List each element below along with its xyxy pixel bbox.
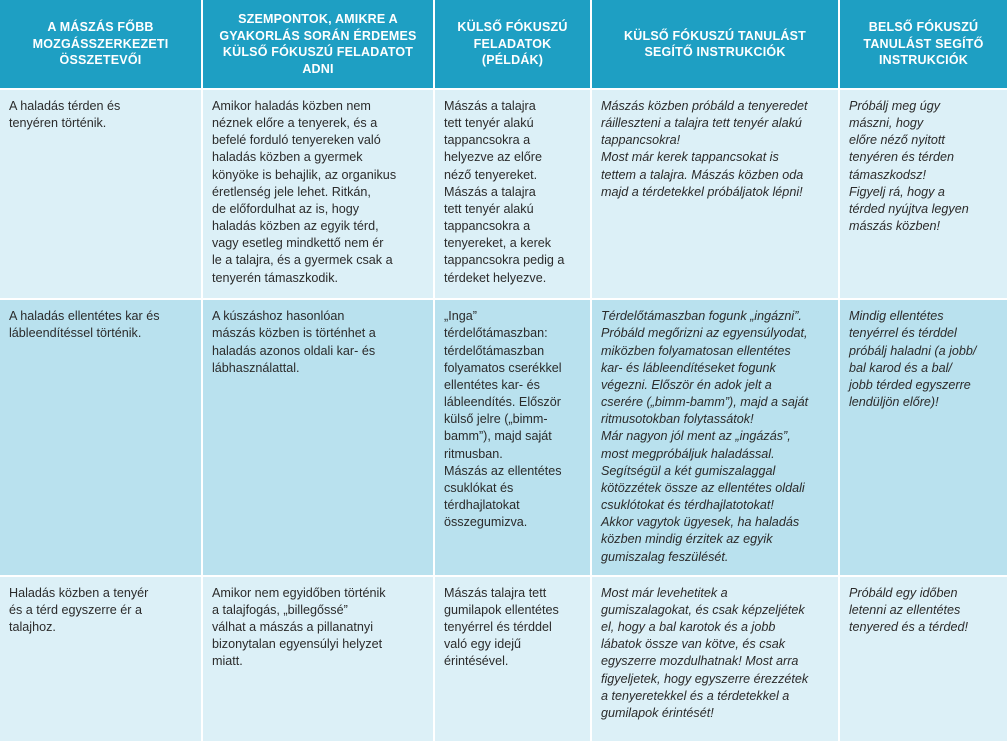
cell-line: Figyelj rá, hogy a [849,184,945,199]
cell-line: térdelőtámaszban: [444,326,548,341]
header-row [0,0,1007,90]
cell-line: egyszerre mozdulhatnak! Most arra [601,654,799,669]
cell-line: Mászás az ellentétes [444,463,562,478]
cell-line: A haladás térden és [9,99,121,113]
cell-line: mászni, hogy [849,116,924,131]
cell-line: Mindig ellentétes [849,309,944,324]
cell-line: tenyered és a térded! [849,620,969,635]
header-internal-instructions: BELSŐ FÓKUSZÚ TANULÁST SEGÍTŐ INSTRUKCIÓK [840,0,1007,90]
cell-line: Mászás a talajra [444,99,536,113]
cell-line: de előfordulhat az is, hogy [212,201,360,216]
cell-line: jobb térded egyszerre [849,377,971,392]
cell-line: miatt. [212,654,243,669]
cell-line: A haladás ellentétes kar és [9,309,160,324]
cell-line: Már nagyon jól ment az „ingázás”, [601,429,791,444]
header-external-instructions: KÜLSŐ FÓKUSZÚ TANULÁST SEGÍTŐ INSTRUKCIÓK [592,0,840,90]
cell-line: éretlenség jele lehet. Ritkán, [212,184,371,199]
cell-line: „Inga” [444,309,477,324]
cell-line: ráilleszteni a talajra tett tenyér alakú [601,116,802,131]
cell-line: tappancsokra a [444,133,531,148]
external-task-cell [435,90,592,300]
cell-line: gumiszalag feszülését. [601,549,729,564]
cell-line: befelé forduló tenyereken való [212,133,381,148]
external-instruction-cell [592,300,840,576]
table-row [0,577,1007,743]
cell-line: gumiszalagokat, és csak képzeljétek [601,602,805,617]
component-cell [0,90,203,300]
cell-line: talajhoz. [9,620,56,635]
cell-line: térdeket helyezve. [444,270,547,285]
cell-line: tappancsokra pedig a [444,253,565,268]
cell-line: tenyerén támaszkodik. [212,270,338,285]
cell-line: érintésével. [444,654,509,669]
header-components: A MÁSZÁS FŐBB MOZGÁSSZERKEZETI ÖSSZETEVŐI [0,0,203,90]
cell-line: térdhajlatokat [444,498,520,513]
cell-line: majd a térdetekkel próbáljatok lépni! [601,184,803,199]
cell-line: való egy idejű [444,637,522,652]
cell-line: Amikor haladás közben nem [212,99,371,113]
cell-line: Amikor nem egyidőben történik [212,585,386,600]
external-task-cell [435,300,592,576]
component-cell [0,300,203,576]
cell-line: néző tenyereket. [444,167,538,182]
cell-line: lendüljön előre)! [849,395,939,410]
internal-instruction-cell [840,90,1007,300]
cell-line: próbálj haladni (a jobb/ [849,343,977,358]
cell-line: cserére („bimm-bamm”), majd a saját [601,395,809,410]
cell-line: ellentétes kar- és [444,377,540,392]
cell-line: tett tenyér alakú [444,116,534,131]
cell-line: válhat a mászás a pillanatnyi [212,620,374,635]
cell-line: tenyérrel és térddel [849,326,957,341]
cell-line: Mászás közben próbáld a tenyeredet [601,99,808,113]
cell-line: Próbálj meg úgy [849,99,941,113]
cell-line: tenyéren történik. [9,116,107,131]
cell-line: könyöke is behajlik, az organikus [212,167,397,182]
cell-line: csuklókat és [444,480,514,495]
header-external-tasks: KÜLSŐ FÓKUSZÚ FELADATOK (PÉLDÁK) [435,0,592,90]
table-row [0,90,1007,300]
cell-line: lábleendítéssel történik. [9,326,142,341]
cell-line: tettem a talajra. Mászás közben oda [601,167,804,182]
cell-line: mászás közben is történhet a [212,326,376,341]
external-instruction-cell [592,90,840,300]
cell-line: Térdelőtámaszban fogunk „ingázni”. [601,309,802,324]
cell-line: folyamatos cserékkel [444,360,562,375]
cell-line: lábatok össze van kötve, és csak [601,637,786,652]
cell-line: bizonytalan egyensúlyi helyzet [212,637,383,652]
cell-line: tappancsokra! [601,133,681,148]
cell-line: közben mindig érzitek az egyik [601,532,773,547]
cell-line: Mászás talajra tett [444,585,547,600]
cell-line: figyeljetek, hogy egyszerre érezzétek [601,671,809,686]
cell-line: haladás közben a gyermek [212,150,363,165]
cell-line: támaszkodsz! [849,167,926,182]
cell-line: Most már levehetitek a [601,585,728,600]
cell-line: lábhasználattal. [212,360,300,375]
cell-line: mászás közben! [849,219,940,234]
cell-line: és a térd egyszerre ér a [9,602,142,617]
cell-line: tett tenyér alakú [444,201,534,216]
cell-line: tenyereket, a kerek [444,236,552,251]
cell-line: előre néző nyitott [849,133,945,148]
cell-line: a tenyeretekkel és a térdetekkel a [601,688,790,703]
cell-line: Akkor vagytok ügyesek, ha haladás [601,515,800,530]
cell-line: térded nyújtva legyen [849,201,969,216]
aspects-cell [203,300,435,576]
external-task-cell [435,577,592,743]
cell-line: haladás közben az egyik térd, [212,219,379,234]
cell-line: helyezve az előre [444,150,543,165]
cell-line: most megpróbáljuk haladással. [601,446,775,461]
cell-line: le a talajra, és a gyermek csak a [212,253,393,268]
cell-line: A kúszáshoz hasonlóan [212,309,345,324]
cell-line: Most már kerek tappancsokat is [601,150,779,165]
cell-line: haladás azonos oldali kar- és [212,343,376,358]
cell-line: tenyéren és térden [849,150,955,165]
cell-line: térdelőtámaszban [444,343,545,358]
component-cell [0,577,203,743]
internal-instruction-cell [840,300,1007,576]
cell-line: csuklótokat és térdhajlatotokat! [601,498,774,513]
cell-line: Segítségül a két gumiszalaggal [601,463,776,478]
cell-line: ritmusotokban folytassátok! [601,412,754,427]
aspects-cell [203,90,435,300]
header-aspects: SZEMPONTOK, AMIKRE A GYAKORLÁS SORÁN ÉRDEMES KÜLSŐ FÓKUSZÚ FELADATOT ADNI [203,0,435,90]
cell-line: el, hogy a bal karotok és a jobb [601,620,776,635]
internal-instruction-cell [840,577,1007,743]
cell-line: kar- és lábleendítéseket fogunk [601,360,776,375]
cell-line: gumilapok ellentétes [444,602,559,617]
cell-line: ritmusban. [444,446,503,461]
table-row [0,300,1007,576]
cell-line: Haladás közben a tenyér [9,585,149,600]
cell-line: letenni az ellentétes [849,602,961,617]
cell-line: külső jelre („bimm- [444,412,548,427]
cell-line: tappancsokra a [444,219,531,234]
cell-line: bal karod és a bal/ [849,360,952,375]
cell-line: vagy esetleg mindkettő nem ér [212,236,384,251]
cell-line: végezni. Először én adok jelt a [601,377,772,392]
cell-line: a talajfogás, „billegőssé” [212,602,348,617]
cell-line: összegumizva. [444,515,528,530]
cell-line: lábleendítés. Először [444,395,561,410]
cell-line: kötözzétek össze az ellentétes oldali [601,480,805,495]
cell-line: Próbáld egy időben [849,585,958,600]
cell-line: miközben folyamatosan ellentétes [601,343,791,358]
external-instruction-cell [592,577,840,743]
aspects-cell [203,577,435,743]
cell-line: gumilapok érintését! [601,705,714,720]
cell-line: Próbáld megőrizni az egyensúlyodat, [601,326,808,341]
cell-line: Mászás a talajra [444,184,536,199]
cell-line: tenyérrel és térddel [444,620,552,635]
cell-line: bamm”), majd saját [444,429,552,444]
cell-line: néznek előre a tenyerek, és a [212,116,378,131]
